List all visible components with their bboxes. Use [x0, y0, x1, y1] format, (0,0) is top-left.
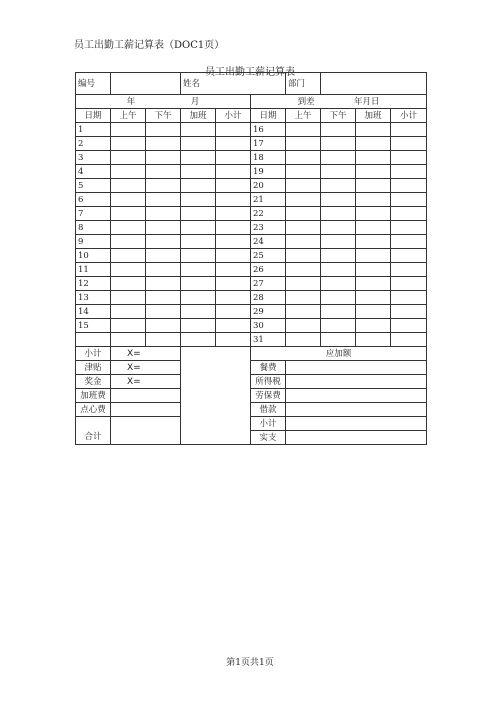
id-value[interactable] — [111, 73, 181, 95]
net-pay-label: 实支 — [251, 431, 286, 445]
day-row — [76, 333, 427, 347]
day-cell[interactable] — [146, 179, 181, 193]
subtotal-label: 小计 — [76, 347, 111, 361]
day-cell[interactable] — [181, 193, 216, 207]
arrival-date-label: 年月日 — [353, 96, 380, 107]
blank — [111, 417, 181, 431]
day-cell[interactable] — [216, 249, 251, 263]
allowance-row — [76, 361, 427, 375]
day-cell[interactable] — [146, 333, 181, 347]
day-number: 21 — [251, 193, 286, 207]
day-cell[interactable] — [146, 291, 181, 305]
day-row — [76, 193, 427, 207]
day-cell[interactable] — [111, 137, 146, 151]
id-label: 编号 — [76, 73, 111, 95]
day-cell[interactable] — [216, 179, 251, 193]
day-cell[interactable] — [391, 123, 427, 137]
day-cell[interactable] — [391, 333, 427, 347]
day-cell[interactable] — [391, 263, 427, 277]
day-cell[interactable] — [321, 263, 356, 277]
day-cell[interactable] — [356, 123, 391, 137]
day-number: 31 — [251, 333, 286, 347]
day-cell[interactable] — [321, 277, 356, 291]
day-cell[interactable] — [181, 151, 216, 165]
day-number: 12 — [76, 277, 111, 291]
attendance-table — [75, 72, 427, 445]
day-cell[interactable] — [146, 249, 181, 263]
day-cell[interactable] — [286, 333, 321, 347]
day-row — [76, 235, 427, 249]
day-cell[interactable] — [286, 179, 321, 193]
day-row — [76, 263, 427, 277]
blank — [181, 375, 251, 389]
day-number: 17 — [251, 137, 286, 151]
income-tax-label: 所得税 — [251, 375, 286, 389]
day-cell[interactable] — [181, 221, 216, 235]
document-header: 员工出勤工薪记算表（DOC1页） — [74, 40, 225, 51]
blank — [181, 403, 251, 417]
net-pay-value[interactable] — [286, 431, 427, 445]
day-cell[interactable] — [146, 165, 181, 179]
day-number: 9 — [76, 235, 111, 249]
day-number: 4 — [76, 165, 111, 179]
day-cell[interactable] — [391, 221, 427, 235]
day-row — [76, 319, 427, 333]
day-cell[interactable] — [286, 277, 321, 291]
day-cell[interactable] — [391, 151, 427, 165]
summary-subtotal-row — [76, 347, 427, 361]
day-cell[interactable] — [286, 235, 321, 249]
day-cell[interactable] — [286, 151, 321, 165]
day-cell[interactable] — [356, 193, 391, 207]
day-cell[interactable] — [111, 165, 146, 179]
day-cell[interactable] — [111, 123, 146, 137]
day-cell[interactable] — [146, 221, 181, 235]
deductions-header: 应加额 — [251, 347, 427, 361]
day-cell[interactable] — [286, 249, 321, 263]
day-cell[interactable] — [181, 123, 216, 137]
month-label: 月 — [190, 96, 200, 107]
day-cell[interactable] — [286, 207, 321, 221]
day-number: 30 — [251, 319, 286, 333]
day-cell[interactable] — [391, 235, 427, 249]
overtime-pay-row — [76, 389, 427, 403]
day-cell[interactable] — [181, 165, 216, 179]
day-cell[interactable] — [286, 263, 321, 277]
day-row — [76, 137, 427, 151]
deduction-subtotal-value[interactable] — [286, 417, 427, 431]
day-cell[interactable] — [391, 193, 427, 207]
subtotal-formula: X= — [111, 347, 181, 361]
col-subtotal: 小计 — [391, 109, 427, 123]
day-cell[interactable] — [146, 193, 181, 207]
col-overtime: 加班 — [356, 109, 391, 123]
day-number: 16 — [251, 123, 286, 137]
meal-label: 餐费 — [251, 361, 286, 375]
blank — [181, 431, 251, 445]
day-number: 7 — [76, 207, 111, 221]
day-cell[interactable] — [286, 137, 321, 151]
day-cell[interactable] — [146, 263, 181, 277]
day-cell[interactable] — [321, 235, 356, 249]
day-cell[interactable] — [356, 305, 391, 319]
day-row — [76, 179, 427, 193]
total-label: 合计 — [76, 431, 111, 445]
day-cell[interactable] — [391, 207, 427, 221]
day-cell[interactable] — [356, 333, 391, 347]
day-number: 6 — [76, 193, 111, 207]
day-number: 3 — [76, 151, 111, 165]
day-number: 22 — [251, 207, 286, 221]
day-cell[interactable] — [321, 151, 356, 165]
day-cell[interactable] — [321, 207, 356, 221]
insurance-label: 劳保费 — [251, 389, 286, 403]
day-row — [76, 249, 427, 263]
day-cell[interactable] — [216, 151, 251, 165]
dept-value[interactable] — [321, 73, 427, 95]
total-row — [76, 431, 427, 445]
day-cell[interactable] — [356, 319, 391, 333]
total-value[interactable] — [111, 431, 181, 445]
page-footer: 第1页共1页 — [226, 658, 274, 668]
income-tax-value[interactable] — [286, 375, 427, 389]
day-cell[interactable] — [181, 277, 216, 291]
blank — [181, 361, 251, 375]
day-cell[interactable] — [111, 179, 146, 193]
bonus-label: 奖金 — [76, 375, 111, 389]
day-row — [76, 165, 427, 179]
day-cell[interactable] — [321, 123, 356, 137]
bonus-row — [76, 375, 427, 389]
info-row — [76, 73, 427, 95]
day-number: 20 — [251, 179, 286, 193]
deduction-subtotal-label: 小计 — [251, 417, 286, 431]
day-cell[interactable] — [391, 165, 427, 179]
day-cell[interactable] — [216, 123, 251, 137]
year-month-cell — [76, 95, 251, 109]
col-morning: 上午 — [286, 109, 321, 123]
day-row — [76, 207, 427, 221]
day-cell[interactable] — [111, 305, 146, 319]
allowance-label: 津贴 — [76, 361, 111, 375]
day-cell[interactable] — [146, 235, 181, 249]
day-cell[interactable] — [356, 221, 391, 235]
day-cell[interactable] — [356, 263, 391, 277]
col-date: 日期 — [76, 109, 111, 123]
day-row — [76, 221, 427, 235]
day-cell[interactable] — [111, 291, 146, 305]
day-cell[interactable] — [216, 263, 251, 277]
col-overtime: 加班 — [181, 109, 216, 123]
day-number: 26 — [251, 263, 286, 277]
day-cell[interactable] — [356, 277, 391, 291]
day-cell[interactable] — [146, 151, 181, 165]
day-number: 11 — [76, 263, 111, 277]
day-cell[interactable] — [146, 319, 181, 333]
day-cell[interactable] — [216, 319, 251, 333]
day-cell[interactable] — [146, 207, 181, 221]
col-morning: 上午 — [111, 109, 146, 123]
deduction-subtotal-row — [76, 417, 427, 431]
day-cell[interactable] — [321, 179, 356, 193]
arrival-date-cell — [251, 95, 427, 109]
day-cell[interactable] — [321, 305, 356, 319]
blank — [181, 389, 251, 403]
day-cell[interactable] — [181, 249, 216, 263]
day-cell[interactable] — [356, 179, 391, 193]
day-cell[interactable] — [181, 263, 216, 277]
day-cell[interactable] — [356, 249, 391, 263]
day-cell[interactable] — [111, 221, 146, 235]
day-cell[interactable] — [321, 249, 356, 263]
day-number: 5 — [76, 179, 111, 193]
day-cell[interactable] — [286, 291, 321, 305]
day-row — [76, 291, 427, 305]
day-cell[interactable] — [146, 137, 181, 151]
day-cell[interactable] — [286, 193, 321, 207]
day-number: 13 — [76, 291, 111, 305]
day-number: 27 — [251, 277, 286, 291]
period-row — [76, 95, 427, 109]
day-number: 8 — [76, 221, 111, 235]
day-cell[interactable] — [181, 291, 216, 305]
day-cell[interactable] — [321, 165, 356, 179]
column-header-row — [76, 109, 427, 123]
snack-fee-row — [76, 403, 427, 417]
day-cell[interactable] — [356, 165, 391, 179]
day-cell[interactable] — [146, 305, 181, 319]
day-cell[interactable] — [216, 207, 251, 221]
day-cell[interactable] — [181, 333, 216, 347]
day-cell[interactable] — [111, 333, 146, 347]
day-number: 1 — [76, 123, 111, 137]
overtime-pay-label: 加班费 — [76, 389, 111, 403]
day-cell[interactable] — [286, 165, 321, 179]
day-cell[interactable] — [391, 137, 427, 151]
day-cell[interactable] — [181, 179, 216, 193]
day-cell[interactable] — [146, 277, 181, 291]
day-cell[interactable] — [286, 123, 321, 137]
dept-label: 部门 — [286, 73, 321, 95]
day-number: 2 — [76, 137, 111, 151]
day-number: 15 — [76, 319, 111, 333]
table-title: 员工出勤工薪记算表 — [205, 67, 295, 78]
day-cell[interactable] — [286, 319, 321, 333]
day-cell[interactable] — [391, 291, 427, 305]
day-row — [76, 123, 427, 137]
day-cell[interactable] — [321, 193, 356, 207]
day-cell[interactable] — [111, 151, 146, 165]
col-afternoon: 下午 — [146, 109, 181, 123]
day-row — [76, 151, 427, 165]
day-cell[interactable] — [111, 277, 146, 291]
day-cell[interactable] — [111, 193, 146, 207]
day-number: 29 — [251, 305, 286, 319]
day-cell[interactable] — [216, 277, 251, 291]
day-number: 24 — [251, 235, 286, 249]
day-number: 14 — [76, 305, 111, 319]
insurance-value[interactable] — [286, 389, 427, 403]
day-row — [76, 277, 427, 291]
day-cell[interactable] — [321, 221, 356, 235]
snack-fee-label: 点心费 — [76, 403, 111, 417]
day-number: 23 — [251, 221, 286, 235]
day-cell[interactable] — [356, 151, 391, 165]
day-cell[interactable] — [356, 291, 391, 305]
day-number: 28 — [251, 291, 286, 305]
blank — [181, 347, 251, 361]
allowance-formula: X= — [111, 361, 181, 375]
col-subtotal: 小计 — [216, 109, 251, 123]
day-cell[interactable] — [146, 123, 181, 137]
day-cell[interactable] — [216, 305, 251, 319]
day-cell[interactable] — [216, 333, 251, 347]
day-cell[interactable] — [356, 207, 391, 221]
day-cell[interactable] — [181, 319, 216, 333]
arrival-label: 到差 — [297, 96, 315, 107]
day-cell[interactable] — [111, 319, 146, 333]
day-number: 10 — [76, 249, 111, 263]
day-cell[interactable] — [111, 235, 146, 249]
day-number: 25 — [251, 249, 286, 263]
col-afternoon: 下午 — [321, 109, 356, 123]
day-cell[interactable] — [391, 179, 427, 193]
day-number: 19 — [251, 165, 286, 179]
loan-value[interactable] — [286, 403, 427, 417]
bonus-formula: X= — [111, 375, 181, 389]
blank — [181, 417, 251, 431]
day-cell[interactable] — [216, 193, 251, 207]
day-cell[interactable] — [111, 249, 146, 263]
col-date: 日期 — [251, 109, 286, 123]
day-cell[interactable] — [181, 207, 216, 221]
day-cell[interactable] — [391, 249, 427, 263]
day-cell[interactable] — [321, 333, 356, 347]
day-cell[interactable] — [181, 137, 216, 151]
meal-value[interactable] — [286, 361, 427, 375]
day-cell[interactable] — [216, 221, 251, 235]
blank — [76, 417, 111, 431]
day-cell[interactable] — [181, 305, 216, 319]
day-cell[interactable] — [321, 319, 356, 333]
day-cell[interactable] — [321, 137, 356, 151]
day-cell[interactable] — [111, 207, 146, 221]
year-label: 年 — [126, 96, 136, 107]
day-cell[interactable] — [216, 235, 251, 249]
day-row — [76, 305, 427, 319]
day-cell[interactable] — [111, 263, 146, 277]
loan-label: 借款 — [251, 403, 286, 417]
day-cell[interactable] — [216, 165, 251, 179]
day-cell[interactable] — [286, 305, 321, 319]
day-number — [76, 333, 111, 347]
day-cell[interactable] — [356, 137, 391, 151]
day-cell[interactable] — [216, 291, 251, 305]
day-cell[interactable] — [391, 277, 427, 291]
day-cell[interactable] — [286, 221, 321, 235]
name-label: 姓名 — [181, 73, 286, 95]
day-cell[interactable] — [321, 291, 356, 305]
day-cell[interactable] — [356, 235, 391, 249]
snack-fee-value[interactable] — [111, 403, 181, 417]
day-cell[interactable] — [181, 235, 216, 249]
day-number: 18 — [251, 151, 286, 165]
day-cell[interactable] — [391, 305, 427, 319]
day-cell[interactable] — [391, 319, 427, 333]
overtime-pay-value[interactable] — [111, 389, 181, 403]
day-cell[interactable] — [216, 137, 251, 151]
